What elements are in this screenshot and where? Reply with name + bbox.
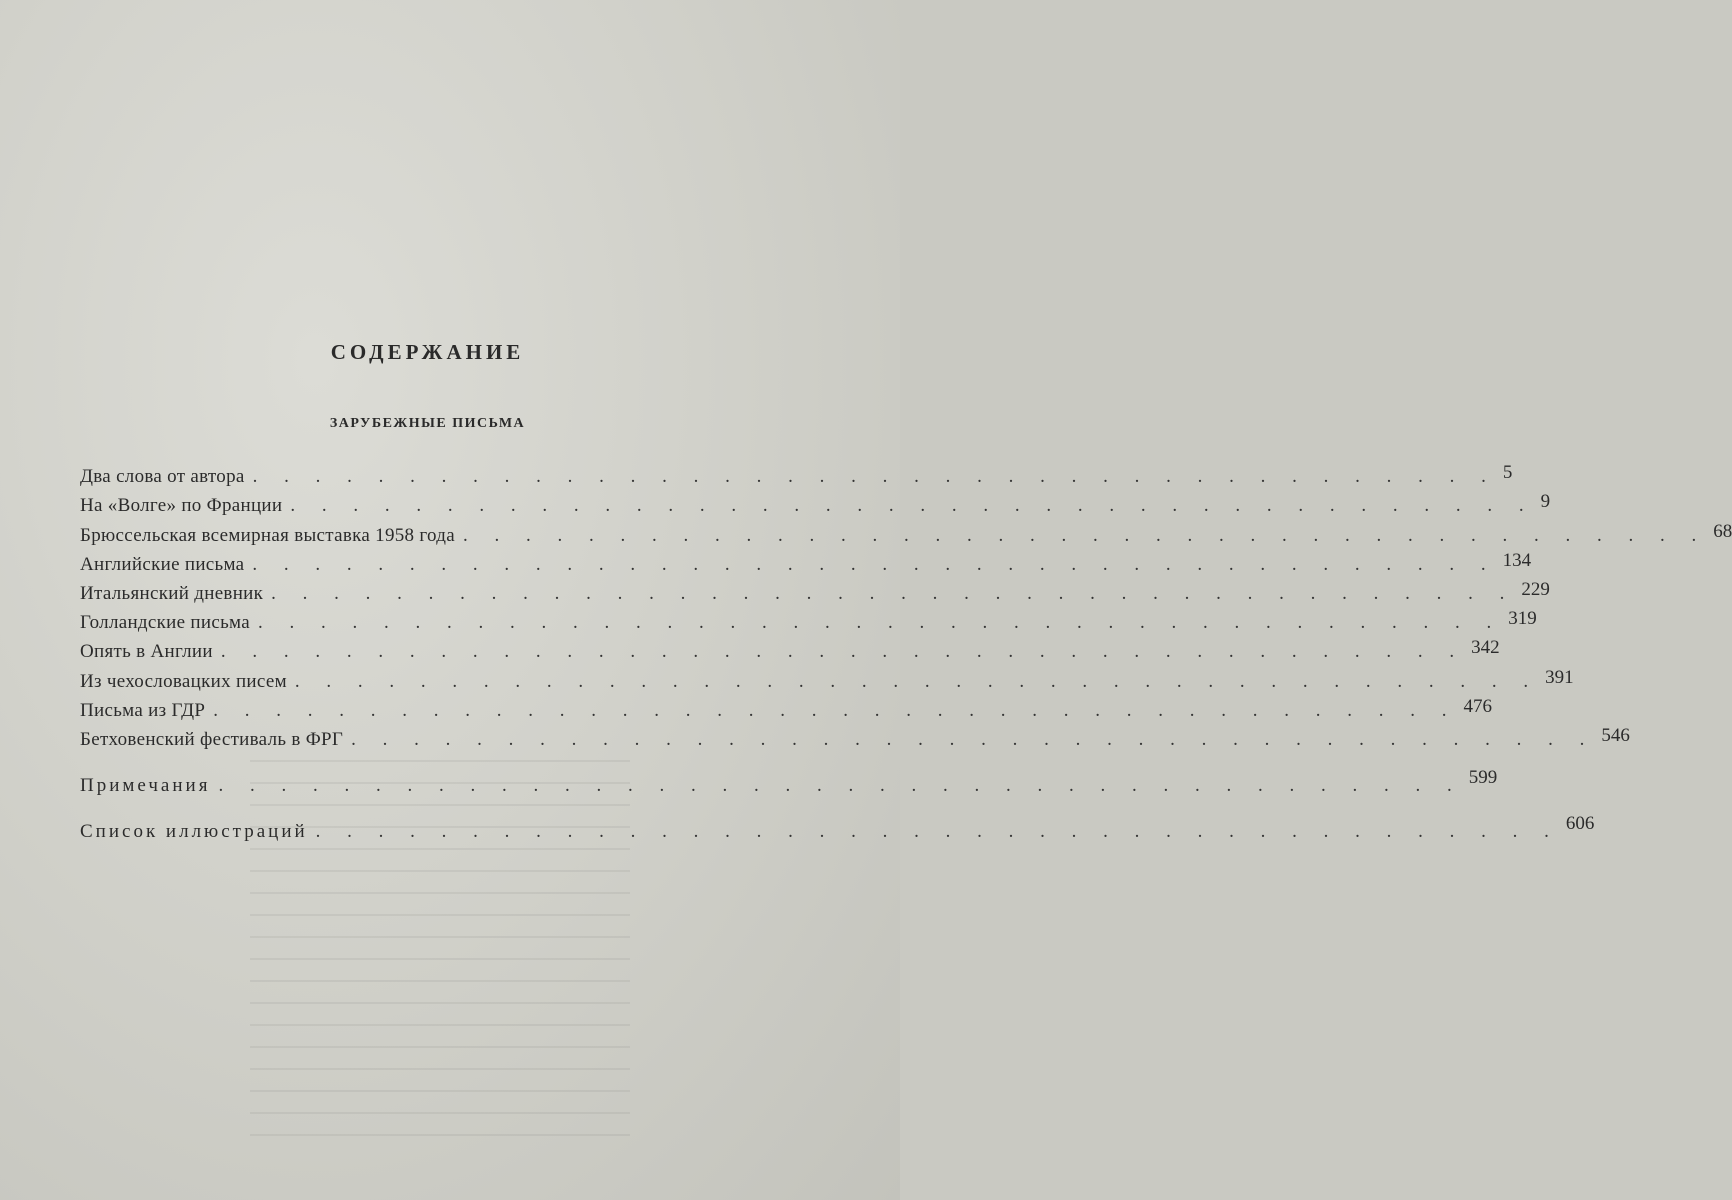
page-title: СОДЕРЖАНИЕ bbox=[330, 340, 525, 364]
toc-appendix-entry bbox=[80, 812, 1595, 844]
toc-entry-label: Голландские письма bbox=[80, 612, 250, 634]
toc-entry-label: Из чехословацких писем bbox=[80, 670, 287, 692]
toc-entry bbox=[80, 635, 1500, 664]
toc-entry-label: Письма из ГДР bbox=[80, 699, 206, 721]
toc-entry bbox=[80, 694, 1492, 723]
leader-dots: . . . . . . . . . . . . . . . . . . . . . . . . . . . . . . . . . . . . . . . . bbox=[315, 820, 1560, 842]
leader-dots: . . . . . . . . . . . . . . . . . . . . . . . . . . . . . . . . . . . . . . . . bbox=[218, 774, 1463, 796]
toc-entry-page: 546 bbox=[1601, 724, 1630, 746]
leader-dots: . . . . . . . . . . . . . . . . . . . . . . . . . . . . . . . . . . . . . . . . bbox=[294, 670, 1540, 692]
toc-entry-page: 391 bbox=[1545, 666, 1574, 688]
toc-entry-page: 342 bbox=[1471, 637, 1500, 659]
leader-dots: . . . . . . . . . . . . . . . . . . . . . . . . . . . . . . . . . . . . . . . . bbox=[213, 699, 1458, 721]
toc-entry-page: 599 bbox=[1468, 766, 1498, 788]
toc-entry bbox=[80, 664, 1574, 693]
leader-dots: . . . . . . . . . . . . . . . . . . . . . . . . . . . . . . . . . . . . . . . . bbox=[257, 612, 1503, 634]
toc-entry-page: 606 bbox=[1565, 812, 1595, 834]
toc-entry-label: Список иллюстраций bbox=[80, 820, 308, 842]
toc-entry-label: Итальянский дневник bbox=[80, 582, 264, 604]
toc-entry bbox=[80, 489, 1551, 518]
leader-dots: . . . . . . . . . . . . . . . . . . . . . . . . . . . . . . . . . . . . . . . . bbox=[252, 466, 1497, 488]
toc-appendix-entry bbox=[80, 766, 1498, 798]
leader-dots: . . . . . . . . . . . . . . . . . . . . . . . . . . . . . . . . . . . . . . . . bbox=[351, 728, 1596, 750]
toc-entry-label: Брюссельская всемирная выставка 1958 года bbox=[80, 524, 455, 546]
toc-entry-label: Примечания bbox=[80, 774, 211, 796]
toc-entry-label: Английские письма bbox=[80, 553, 245, 575]
toc-entry bbox=[80, 723, 1630, 752]
leader-dots: . . . . . . . . . . . . . . . . . . . . . . . . . . . . . . . . . . . . . . . . bbox=[252, 553, 1497, 575]
toc-entry bbox=[80, 548, 1532, 577]
toc-entry-page: 319 bbox=[1508, 608, 1537, 630]
leader-dots: . . . . . . . . . . . . . . . . . . . . . . . . . . . . . . . . . . . . . . . . bbox=[290, 495, 1535, 517]
toc-entry-label: На «Волге» по Франции bbox=[80, 495, 283, 517]
leader-dots: . . . . . . . . . . . . . . . . . . . . . . . . . . . . . . . . . . . . . . . . bbox=[271, 582, 1516, 604]
toc-entry-page: 9 bbox=[1540, 491, 1551, 513]
toc-entry-page: 229 bbox=[1521, 578, 1550, 600]
leader-dots: . . . . . . . . . . . . . . . . . . . . . . . . . . . . . . . . . . . . . . . . bbox=[220, 641, 1466, 663]
leader-dots: . . . . . . . . . . . . . . . . . . . . . . . . . . . . . . . . . . . . . . . . bbox=[462, 524, 1708, 546]
toc-entry-label: Два слова от автора bbox=[80, 466, 245, 488]
section-title: ЗАРУБЕЖНЫЕ ПИСЬМА bbox=[329, 416, 526, 431]
toc-entry bbox=[80, 606, 1537, 635]
toc-entry-page: 476 bbox=[1463, 695, 1492, 717]
toc-entry-page: 68 bbox=[1713, 520, 1732, 542]
toc-entry-label: Опять в Англии bbox=[80, 641, 213, 663]
table-of-contents bbox=[80, 460, 1732, 844]
toc-entry bbox=[80, 518, 1732, 547]
toc-entry-page: 134 bbox=[1502, 549, 1532, 571]
toc-entry-page: 5 bbox=[1502, 462, 1513, 484]
toc-entry bbox=[80, 577, 1550, 606]
toc-entry-label: Бетховенский фестиваль в ФРГ bbox=[80, 728, 344, 750]
toc-entry bbox=[80, 460, 1513, 489]
